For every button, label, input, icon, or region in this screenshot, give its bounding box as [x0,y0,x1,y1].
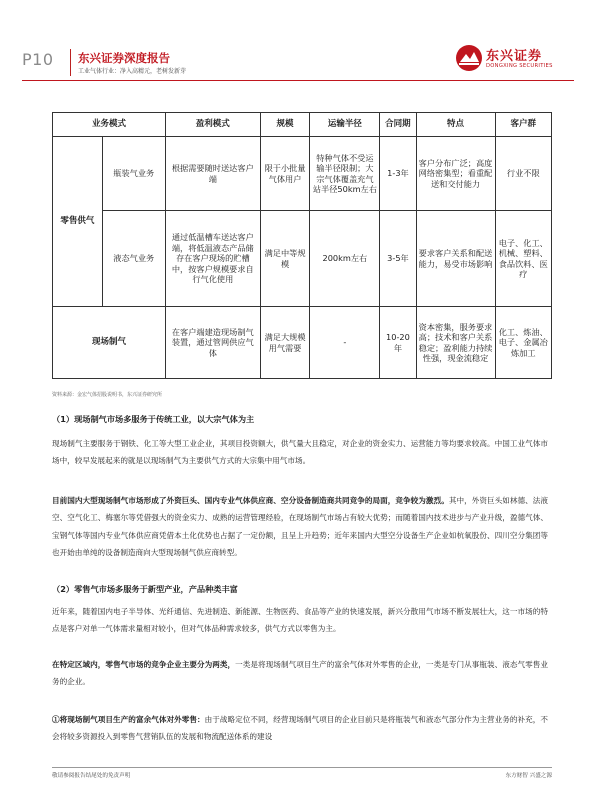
scale-cell: 限于小批量气体用户 [260,137,310,211]
header-cell: 规模 [260,113,310,137]
header-cell: 运输半径 [310,113,380,137]
header-divider [70,49,71,76]
page-header [0,0,596,80]
contract-cell: 1-3年 [380,137,416,211]
page-number: P10 [22,50,54,69]
section-heading: （2）零售气市场多服务于新型产业，产品种类丰富 [52,584,238,594]
scale-cell: 满足大规模用气需要 [260,307,310,379]
clients-cell: 行业不限 [495,137,551,211]
header-cell: 特点 [416,113,495,137]
logo-text-cn: 东兴证券 [486,49,543,64]
segment-cell: 现场制气 [53,307,166,379]
paragraph: 现场制气主要服务于钢铁、化工等大型工业企业，其项目投资额大，供气量大且稳定，对企业的资金实力、运营能力等均要求较高。中国工业气体市场中，较早发展起来的就是以现场制气为主要供气方式的大宗集中用气市场。 [52,439,548,466]
feature-cell: 客户分布广泛；高度网络密集型；看重配送和交付能力 [416,137,495,211]
profit-cell: 通过低温槽车送达客户端，将低温液态产品储存在客户现场的贮槽中，按客户规模要求自行气化使用 [165,211,260,307]
footer-rule [52,767,552,768]
logo-text-en: DONGXING SECURITIES [486,63,553,69]
business-model-table [52,112,552,379]
header-cell: 盈利模式 [165,113,260,137]
scale-cell: 满足中等规模 [260,211,310,307]
mode-cell: 瓶装气业务 [102,137,165,211]
clients-cell: 化工、炼油、电子、金属冶炼加工 [495,307,551,379]
table-row [53,307,552,379]
paragraph-body: 一类是将现场制气项目生产的富余气体对外零售的企业，一类是专门从事瓶装、液态气零售业务的企业。 [52,660,548,687]
profit-cell: 根据需要随时送达客户端 [165,137,260,211]
segment-cell: 零售供气 [53,137,103,307]
brand-logo-icon [454,44,484,72]
brand-logo [454,44,572,78]
paragraph-body: 其中，外资巨头如林德、法液空、空气化工、梅塞尔等凭借强大的资金实力、成熟的运营管理经验，在现场制气市场占有较大优势；而随着国内技术进步与产业升级，盈德气体、宝钢气体等国内专业气体供应商凭借本土化优势也占据了一定份额，且呈上升趋势；近年来国内大型空分设备生产企业如杭氧股份、四川空分集团等也开始由单纯的设备制造商向大型现场制气供应商转型。 [52,496,548,557]
table-row [53,211,552,307]
paragraph-bold-lead: 在特定区域内，零售气市场的竞争企业主要分为两类， [52,660,236,669]
report-title: 东兴证券深度报告 [78,51,170,65]
footer-slogan: 东方财智 兴盛之源 [505,773,552,779]
section-heading: （1）现场制气市场多服务于传统工业，以大宗气体为主 [52,414,255,424]
feature-cell: 资本密集，服务要求高；技术和客户关系稳定；盈利能力持续性强，现金流稳定 [416,307,495,379]
clients-cell: 电子、化工、机械、塑料、食品饮料、医疗 [495,211,551,307]
report-subtitle: 工业气体行业：净入高精元，老树发新芽 [78,68,187,75]
paragraph-bold-lead: 目前国内大型现场制气市场形成了外资巨头、国内专业气体供应商、空分设备制造商共同竞争的局面，竞争较为激烈。 [52,496,449,505]
paragraph: 近年来，随着国内电子半导体、光纤通信、先进制造、新能源、生物医药、食品等产业的快速发展，新兴分散用气市场不断发展壮大，这一市场的特点是客户对单一气体需求量相对较小，但对气体品种需求较多，供气方式以零售为主。 [52,607,548,634]
contract-cell: 10-20年 [380,307,416,379]
header-cell: 合同期 [380,113,416,137]
paragraph-body: 由于战略定位不同，经营现场制气项目的企业目前只是将瓶装气和液态气部分作为主营业务的补充，不会将较多资源投入到零售气营销队伍的发展和物流配送体系的建设 [52,715,548,742]
header-cell: 业务模式 [53,113,166,137]
radius-cell: - [310,307,380,379]
paragraph [52,656,548,691]
table-row [53,137,552,211]
table-source-note: 资料来源：金宏气体招股说明书，东兴证券研究所 [52,392,163,398]
profit-cell: 在客户端建造现场制气装置，通过管网供应气体 [165,307,260,379]
paragraph-bold-lead: ①将现场制气项目生产的富余气体对外零售： [52,715,205,724]
table-header-row [53,113,552,137]
footer-disclaimer: 敬请参阅报告结尾处的免责声明 [52,773,131,779]
radius-cell: 特种气体不受运输半径限制；大宗气体覆盖充气站半径50km左右 [310,137,380,211]
header-rule [22,80,574,81]
contract-cell: 3-5年 [380,211,416,307]
paragraph [52,711,548,746]
mode-cell: 液态气业务 [102,211,165,307]
feature-cell: 要求客户关系和配送能力，易受市场影响 [416,211,495,307]
header-cell: 客户群 [495,113,551,137]
paragraph [52,492,548,561]
radius-cell: 200km左右 [310,211,380,307]
